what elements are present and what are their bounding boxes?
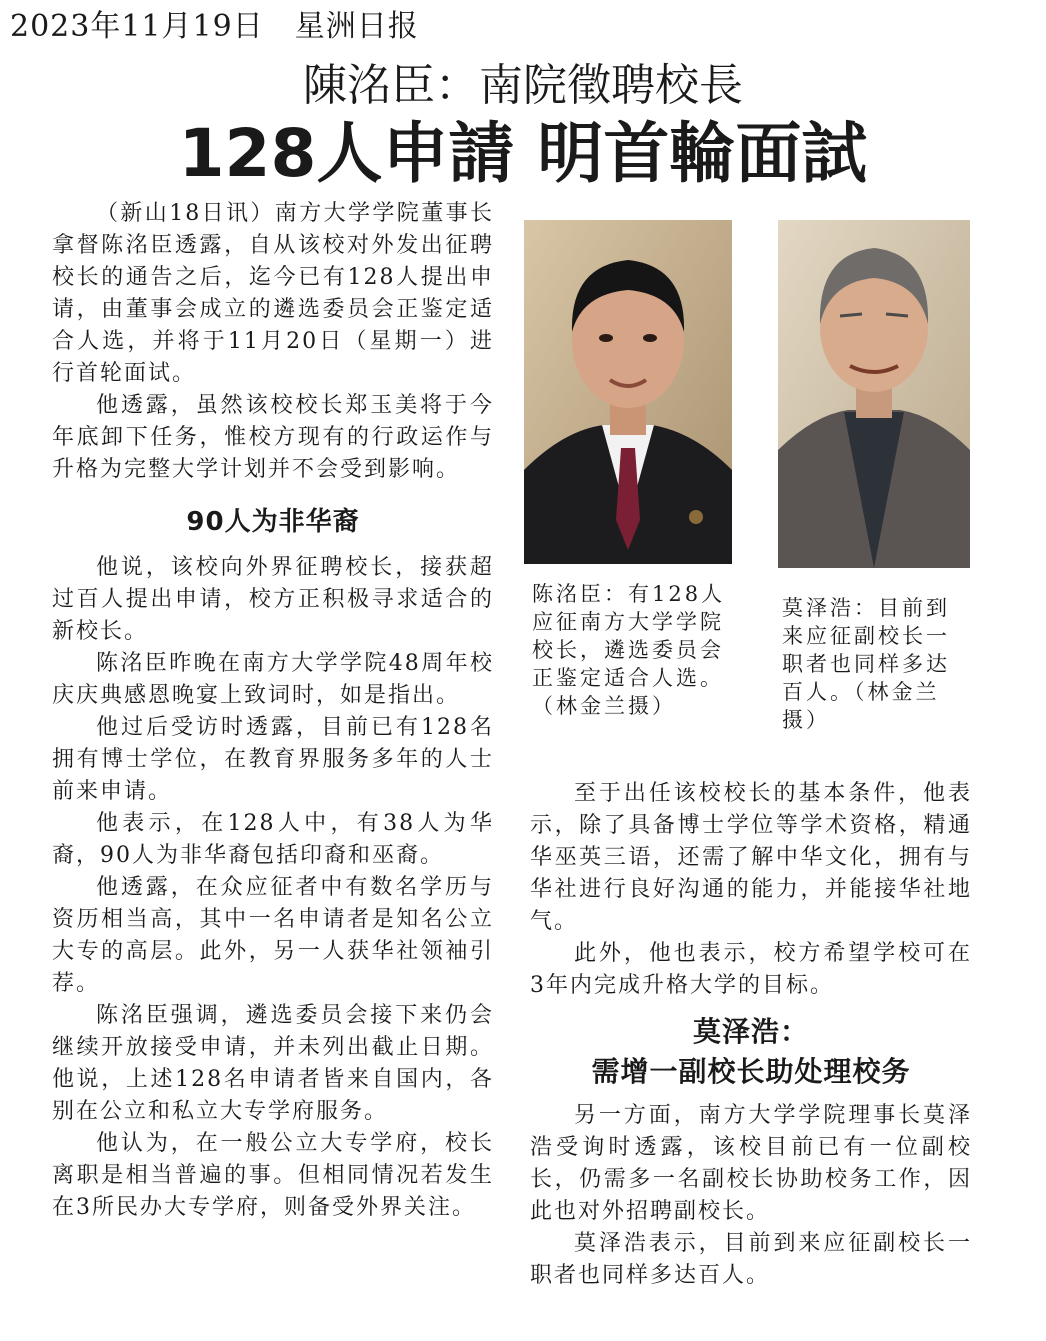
article-paragraph: 陈洺臣强调，遴选委员会接下来仍会继续开放接受申请，并未列出截止日期。他说，上述128名申请者皆来自国内，各别在公立和私立大专学府服务。 [52,1003,494,1124]
article-paragraph: 至于出任该校校长的基本条件，他表示，除了具备博士学位等学术资格，精通华巫英三语，还需了解中华文化，拥有与华社进行良好沟通的能力，并能接华社地气。 [530,781,972,934]
article-paragraph: 他过后受访时透露，目前已有128名拥有博士学位，在教育界服务多年的人士前来申请。 [52,715,494,804]
portrait-president-illustration [778,220,970,568]
photo-caption-president: 莫泽浩：目前到来应征副校长一职者也同样多达百人。（林金兰摄） [782,596,950,732]
article-paragraph: 他认为，在一般公立大专学府，校长离职是相当普遍的事。但相同情况若发生在3所民办大专学府，则备受外界关注。 [52,1131,494,1220]
photo-caption-chairman: 陈洺臣：有128人应征南方大学学院校长，遴选委员会正鉴定适合人选。（林金兰摄） [532,582,726,718]
right-column [530,778,972,1292]
article-paragraph: 他表示，在128人中，有38人为华裔，90人为非华裔包括印裔和巫裔。 [52,811,494,868]
left-column [52,198,494,1224]
portrait-photo-chairman [524,220,732,564]
subheading-line-1: 莫泽浩： [692,1015,809,1048]
subheading-vice-chancellor [530,1012,972,1092]
article-paragraph: 莫泽浩表示，目前到来应征副校长一职者也同样多达百人。 [530,1231,972,1288]
subheading-line-2: 需增一副校长助处理校务 [591,1055,911,1088]
article-paragraph: （新山18日讯）南方大学学院董事长拿督陈洺臣透露，自从该校对外发出征聘校长的通告之后，迄今已有128人提出申请，由董事会成立的遴选委员会正鉴定适合人选，并将于11月20日（星期一）进行首轮面试。 [52,201,494,386]
article-paragraph: 他透露，虽然该校校长郑玉美将于今年底卸下任务，惟校方现有的行政运作与升格为完整大学计划并不会受到影响。 [52,393,494,482]
article-paragraph: 他说，该校向外界征聘校长，接获超过百人提出申请，校方正积极寻求适合的新校长。 [52,555,494,644]
article-paragraph: 陈洺臣昨晚在南方大学学院48周年校庆庆典感恩晚宴上致词时，如是指出。 [52,651,494,708]
article-paragraph: 另一方面，南方大学学院理事长莫泽浩受询时透露，该校目前已有一位副校长，仍需多一名副校长协助校务工作，因此也对外招聘副校长。 [530,1103,972,1224]
subheading-non-chinese: 90人为非华裔 [186,507,360,537]
kicker-headline: 陳洺臣：南院徵聘校長 [303,60,743,111]
portrait-photo-president [778,220,970,568]
main-headline: 128人申請 明首輪面試 [178,115,868,192]
article-paragraph: 他透露，在众应征者中有数名学历与资历相当高，其中一名申请者是知名公立大专的高层。此外，另一人获华社领袖引荐。 [52,875,494,996]
dateline: 2023年11月19日 星洲日报 [10,9,419,44]
article-paragraph: 此外，他也表示，校方希望学校可在3年内完成升格大学的目标。 [530,941,972,998]
portrait-chairman-illustration [524,220,732,564]
